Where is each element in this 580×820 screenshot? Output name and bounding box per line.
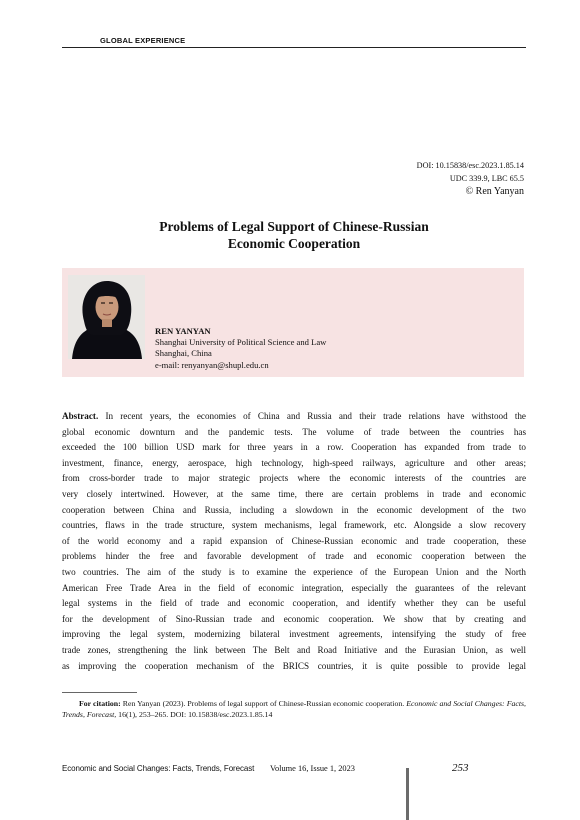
- title-line-2: Economic Cooperation: [227, 236, 361, 251]
- citation-label: For citation:: [79, 699, 121, 708]
- abstract-line: [62, 534, 526, 550]
- abstract-line: [62, 612, 526, 628]
- abstract-line: [62, 456, 526, 472]
- abstract-line: [62, 425, 526, 441]
- footnote-rule: [62, 692, 137, 693]
- abstract-line-text: exceeded the 100 billion USD mark for three years in a row. Cooperation has expanded from trade to: [62, 442, 526, 453]
- footer-volume: Volume 16, Issue 1, 2023: [270, 764, 355, 773]
- abstract-line: [62, 518, 526, 534]
- citation: [62, 698, 526, 720]
- copyright: © Ren Yanyan: [465, 186, 524, 197]
- abstract-line: [62, 471, 526, 487]
- abstract-line: [62, 643, 526, 659]
- header-rule: [62, 47, 526, 48]
- author-name: REN YANYAN: [155, 326, 211, 336]
- abstract: [62, 409, 526, 674]
- author-info: [155, 326, 326, 371]
- abstract-line-text: global economic downturn and the pandemic tests. The volume of trade between the countries has: [62, 426, 526, 437]
- abstract-line: [62, 659, 526, 675]
- author-photo: [68, 275, 145, 359]
- abstract-line-text: problems hinder the free and favorable development of trade and economic cooperation between the: [62, 551, 526, 562]
- footer-journal: Economic and Social Changes: Facts, Trends, Forecast: [62, 764, 255, 773]
- author-affiliation: Shanghai University of Political Science and Law: [155, 337, 327, 348]
- udc: UDC 339.9, LBC 65.5: [449, 174, 524, 183]
- abstract-line-text: very closely intertwined. However, at the same time, there are certain problems in trade and economic: [62, 488, 526, 499]
- abstract-line-text: trade zones, strengthening the link between The Belt and Road Initiative and the Eurasian Union, as well: [62, 644, 526, 655]
- citation-text: Ren Yanyan (2023). Problems of legal support of Chinese-Russian economic cooperation.: [120, 699, 407, 708]
- abstract-line: [62, 503, 526, 519]
- citation-details: 16(1), 253–265. DOI: 10.15838/esc.2023.1.85.14: [116, 710, 273, 719]
- doi: DOI: 10.15838/esc.2023.1.85.14: [416, 161, 524, 170]
- page-number: 253: [452, 762, 469, 774]
- abstract-line-text: legal systems in the field of trade and economic cooperation, and identify whether they can be useful: [62, 598, 526, 609]
- abstract-line: [62, 627, 526, 643]
- abstract-label: Abstract.: [62, 411, 99, 421]
- article-title: [62, 218, 526, 252]
- abstract-line-text: improving the legal system, modernizing bilateral investment agreements, intensifying the study of free: [62, 629, 526, 640]
- abstract-line: [62, 409, 526, 425]
- abstract-line-text: for the development of Sino-Russian trade and economic cooperation. We show that by creating and: [62, 613, 526, 624]
- citation-journal: Economic and Social Changes: Facts, Trends, Forecast,: [62, 699, 526, 719]
- abstract-line-text: American Free Trade Area in the field of economic integration, especially the guarantees of the relevant: [62, 582, 526, 593]
- abstract-line: [62, 440, 526, 456]
- abstract-line-text: from cross-border trade to major strategic projects where the economic interests of the countries are: [62, 473, 526, 484]
- abstract-line-text: investment, finance, energy, aerospace, high technology, high-speed railways, agriculture and other areas;: [62, 457, 526, 468]
- abstract-line: [62, 581, 526, 597]
- author-location: Shanghai, China: [155, 348, 212, 359]
- abstract-line: [62, 487, 526, 503]
- title-line-1: Problems of Legal Support of Chinese-Russian: [159, 219, 429, 234]
- abstract-line-text: of the world economy and a rapid expansion of Chinese-Russian economic and trade cooperation, these: [62, 535, 526, 546]
- abstract-line-text: In recent years, the economies of China and Russia and their trade relations have withstood the: [98, 411, 526, 421]
- abstract-line: [62, 549, 526, 565]
- footer-divider: [406, 768, 409, 820]
- abstract-line-text: two countries. The aim of the study is to examine the experience of the European Union and the North: [62, 566, 526, 577]
- abstract-line-text: as improving the cooperation mechanism of the BRICS countries, it is quite possible to provide legal: [62, 660, 526, 671]
- abstract-line: [62, 596, 526, 612]
- abstract-line-text: cooperation between China and Russia, including a slowdown in the economic development of the two: [62, 504, 526, 515]
- section-label: GLOBAL EXPERIENCE: [100, 36, 186, 45]
- author-email[interactable]: e-mail: renyanyan@shupl.edu.cn: [155, 359, 269, 370]
- abstract-line-text: countries, flaws in the trade structure, system mechanisms, legal framework, etc. Alongside a slow recovery: [62, 520, 526, 531]
- abstract-line: [62, 565, 526, 581]
